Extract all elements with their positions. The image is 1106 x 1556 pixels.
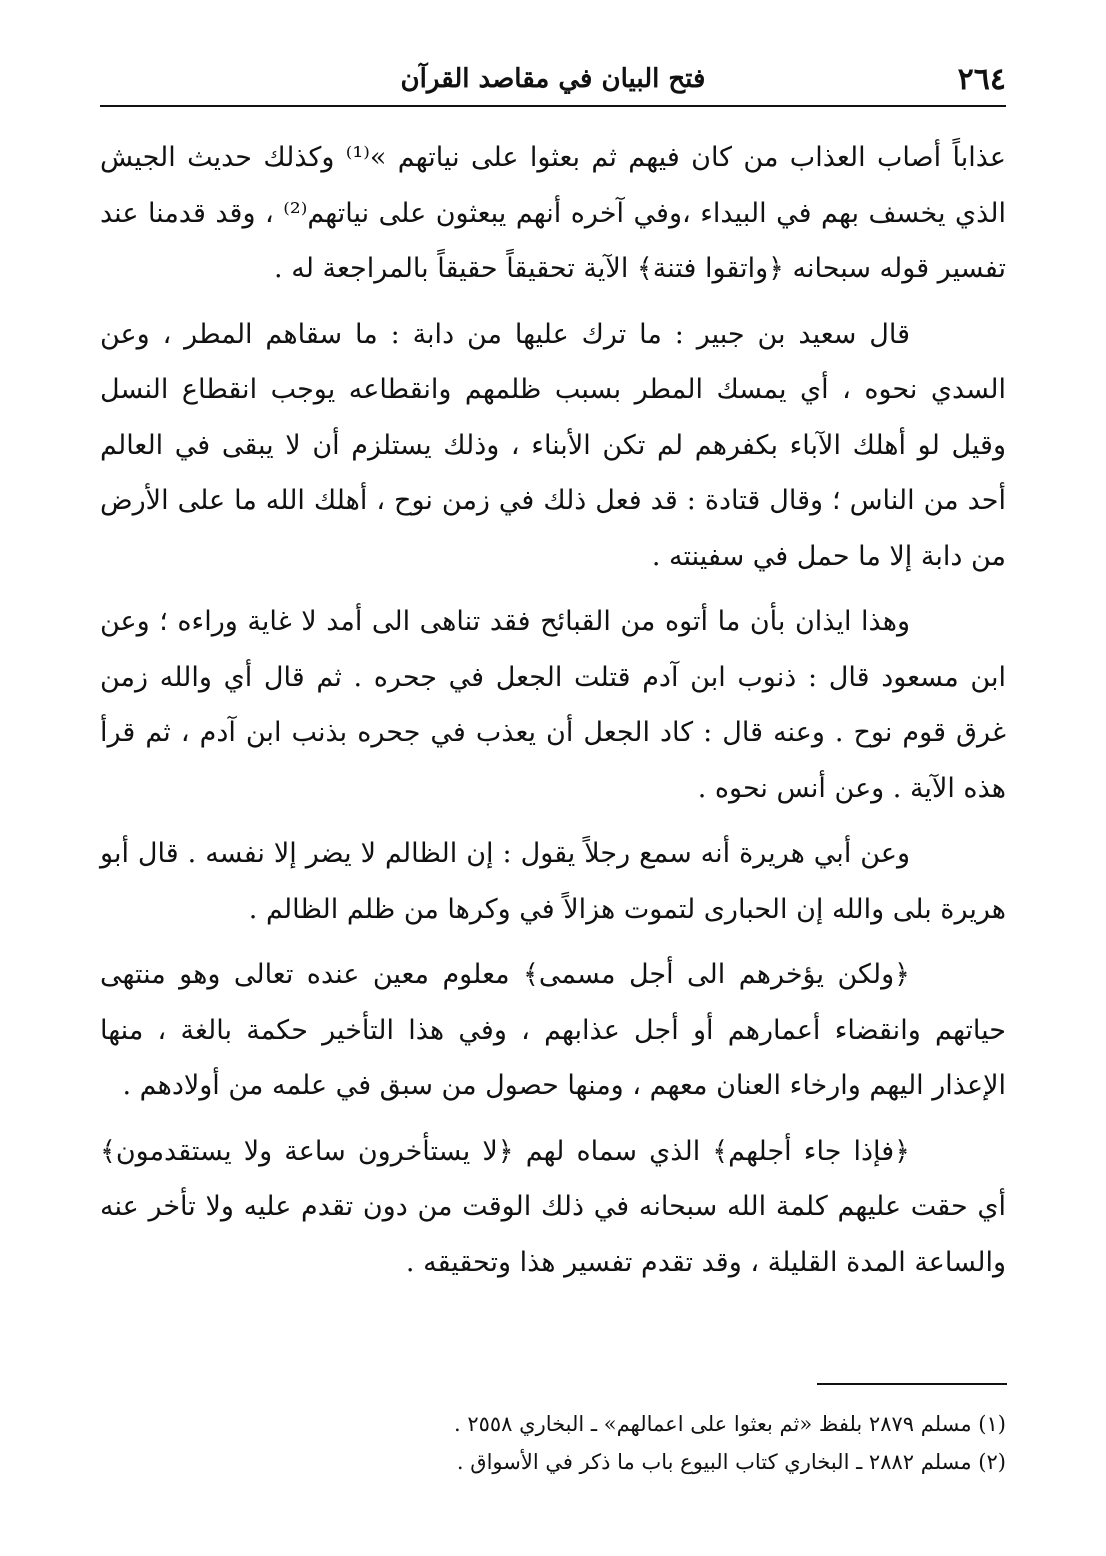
paragraph-3: وهذا ايذان بأن ما أتوه من القبائح فقد تناهى الى أمد لا غاية وراءه ؛ وعن ابن مسعود قال : ذنوب ابن آدم قتلت الجعل في جحره . ثم قال أي والله زمن غرق قوم نوح . وعنه قال : كاد الجعل أن يعذب في جحره بذنب ابن آدم ، ثم قرأ هذه الآية . وعن أنس نحوه .: [100, 606, 1006, 804]
footnote-rule: [817, 1383, 1007, 1385]
page-header: [100, 58, 1006, 108]
main-text: [100, 130, 1006, 1300]
paragraph-6: ﴿فإذا جاء أجلهم﴾ الذي سماه لهم ﴿لا يستأخرون ساعة ولا يستقدمون﴾ أي حقت عليهم كلمة الله سبحانه في ذلك الوقت من دون تقدم عليه ولا تأخر عنه والساعة المدة القليلة ، وقد تقدم تفسير هذا وتحقيقه .: [100, 1135, 1006, 1278]
footnote-2: (٢) مسلم ٢٨٨٢ ـ البخاري كتاب البيوع باب ما ذكر في الأسواق .: [456, 1450, 1006, 1474]
header-rule: [100, 105, 1006, 107]
paragraph-5: ﴿ولكن يؤخرهم الى أجل مسمى﴾ معلوم معين عنده تعالى وهو منتهى حياتهم وانقضاء أعمارهم أو أجل عذابهم ، وفي هذا التأخير حكمة بالغة ، منها الإعذار اليهم وارخاء العنان معهم ، ومنها حصول من سبق في علمه من أولادهم .: [100, 959, 1006, 1101]
paragraph-4: وعن أبي هريرة أنه سمع رجلاً يقول : إن الظالم لا يضر إلا نفسه . قال أبو هريرة بلى والله إن الحبارى لتموت هزالاً في وكرها من ظلم الظالم .: [100, 838, 1006, 925]
paragraph-2: قال سعيد بن جبير : ما ترك عليها من دابة : ما سقاهم المطر ، وعن السدي نحوه ، أي يمسك المطر بسبب ظلمهم وانقطاعه يوجب انقطاع النسل وقيل لو أهلك الآباء بكفرهم لم تكن الأبناء ، وذلك يستلزم أن لا يبقى في العالم أحد من الناس ؛ وقال قتادة : قد فعل ذلك في زمن نوح ، أهلك الله ما على الأرض من دابة إلا ما حمل في سفينته .: [100, 318, 1006, 572]
footnotes: [100, 1405, 1006, 1481]
footnote-1: (١) مسلم ٢٨٧٩ بلفظ «ثم بعثوا على اعمالهم» ـ البخاري ٢٥٥٨ .: [453, 1412, 1006, 1436]
page-number: ٢٦٤: [957, 62, 1006, 97]
running-title: فتح البيان في مقاصد القرآن: [400, 64, 706, 94]
paragraph-1: عذاباً أصاب العذاب من كان فيهم ثم بعثوا على نياتهم »⁽¹⁾ وكذلك حديث الجيش الذي يخسف بهم في البيداء ،وفي آخره أنهم يبعثون على نياتهم⁽²⁾ ، وقد قدمنا عند تفسير قوله سبحانه ﴿واتقوا فتنة﴾ الآية تحقيقاً حقيقاً بالمراجعة له .: [100, 142, 1006, 284]
